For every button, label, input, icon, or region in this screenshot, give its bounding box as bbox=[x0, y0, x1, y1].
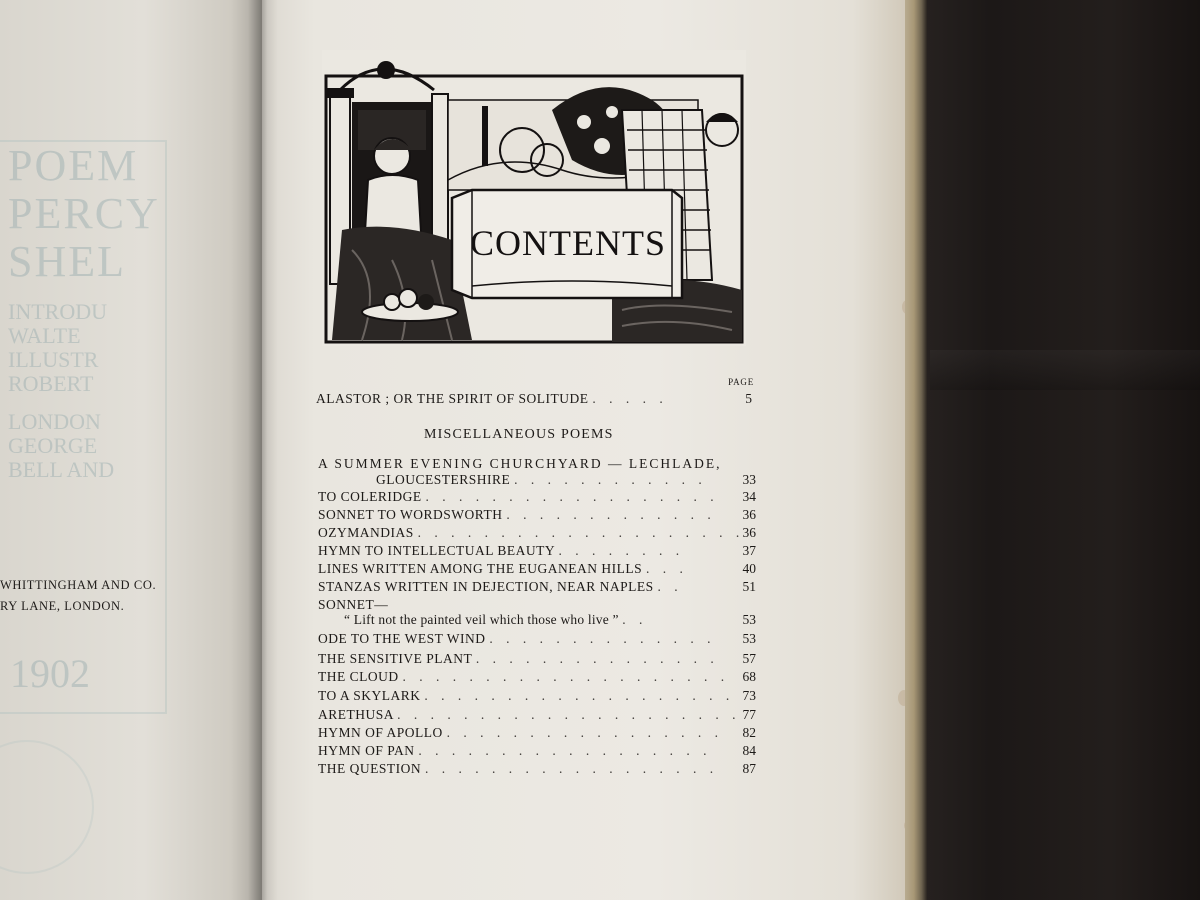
toc-entry bbox=[318, 761, 718, 777]
toc-entry bbox=[318, 525, 744, 541]
ghost-line: ILLUSTR bbox=[8, 347, 99, 372]
leader-dots: . . . . . . . . . . . . . . . bbox=[475, 651, 719, 666]
toc-title-line2: “ Lift not the painted veil which those who live ” bbox=[344, 612, 619, 627]
toc-page: 5 bbox=[745, 391, 752, 406]
toc-page: 33 bbox=[742, 472, 756, 487]
toc-entry bbox=[318, 669, 729, 685]
toc-title: STANZAS WRITTEN IN DEJECTION, NEAR NAPLES bbox=[318, 579, 654, 594]
toc-title: THE QUESTION bbox=[318, 761, 422, 776]
leader-dots: . . . . . . . . bbox=[558, 543, 685, 558]
toc-entry bbox=[318, 507, 716, 523]
leader-dots: . . . bbox=[645, 561, 688, 576]
toc-page: 37 bbox=[742, 543, 756, 558]
toc-page: 82 bbox=[742, 725, 756, 740]
toc-title: LINES WRITTEN AMONG THE EUGANEAN HILLS bbox=[318, 561, 643, 576]
printer-line: RY LANE, LONDON. bbox=[0, 599, 125, 613]
toc-title: THE CLOUD bbox=[318, 669, 399, 684]
toc-page: 36 bbox=[742, 525, 756, 540]
toc-page: 77 bbox=[742, 707, 756, 722]
toc-entry bbox=[318, 688, 734, 704]
leader-dots: . . . . . . . . . . . . . . . . . . bbox=[425, 761, 719, 776]
leader-dots: . . . . . . . . . . . . . . . . . . . bbox=[424, 688, 735, 703]
toc-title: OZYMANDIAS bbox=[318, 525, 414, 540]
toc-page: 87 bbox=[742, 761, 756, 776]
toc-title: TO A SKYLARK bbox=[318, 688, 421, 703]
leader-dots: . . . . . . . . . . . . . . . . . . . . bbox=[417, 525, 745, 540]
ghost-line: PERCY bbox=[8, 189, 160, 238]
toc-entry bbox=[318, 543, 684, 559]
toc-entry-main bbox=[316, 391, 668, 407]
leader-dots: . . . . . . . . . . . . . . . . . . . . . bbox=[397, 707, 741, 722]
toc-entry bbox=[318, 456, 722, 472]
toc-title: TO COLERIDGE bbox=[318, 489, 422, 504]
toc-title: HYMN OF PAN bbox=[318, 743, 415, 758]
printer-line: WHITTINGHAM AND CO. bbox=[0, 578, 157, 592]
toc-entry-continued bbox=[344, 612, 647, 628]
ghost-line: ROBERT bbox=[8, 371, 94, 396]
toc-entry bbox=[318, 707, 741, 723]
toc-title: A SUMMER EVENING CHURCHYARD — LECHLADE, bbox=[318, 456, 722, 471]
ghost-line: POEM bbox=[8, 141, 139, 190]
toc-entry bbox=[318, 597, 388, 613]
toc-entry bbox=[318, 631, 716, 647]
toc-title: SONNET TO WORDSWORTH bbox=[318, 507, 503, 522]
toc-page: 53 bbox=[742, 612, 756, 627]
leader-dots: . . . . . . . . . . . . . . bbox=[489, 631, 716, 646]
section-heading: MISCELLANEOUS POEMS bbox=[424, 427, 614, 442]
ghost-line: WALTE bbox=[8, 323, 81, 348]
ghost-line: BELL AND bbox=[8, 457, 115, 482]
toc-title-line2: GLOUCESTERSHIRE bbox=[376, 472, 511, 487]
leader-dots: . . . . . bbox=[592, 391, 668, 406]
toc-entry bbox=[318, 651, 719, 667]
toc-title: THE SENSITIVE PLANT bbox=[318, 651, 472, 666]
toc-page: 68 bbox=[742, 669, 756, 684]
toc-title: ARETHUSA bbox=[318, 707, 394, 722]
ghost-line: SHEL bbox=[8, 237, 126, 286]
toc-page: 36 bbox=[742, 507, 756, 522]
toc-page: 53 bbox=[742, 631, 756, 646]
ghost-line: GEORGE bbox=[8, 433, 98, 458]
toc-page: 84 bbox=[742, 743, 756, 758]
toc-title: ALASTOR ; OR THE SPIRIT OF SOLITUDE bbox=[316, 391, 589, 406]
toc-entry bbox=[318, 579, 683, 595]
leader-dots: . . . . . . . . . . . . . bbox=[506, 507, 716, 522]
toc-page: 34 bbox=[742, 489, 756, 504]
toc-entry-continued bbox=[376, 472, 707, 488]
leader-dots: . . . . . . . . . . . . . . . . . . bbox=[425, 489, 719, 504]
toc-page: 73 bbox=[742, 688, 756, 703]
leader-dots: . . . . . . . . . . . . . . . . . . bbox=[418, 743, 712, 758]
page-title: CONTENTS bbox=[470, 223, 666, 263]
toc-page: 40 bbox=[742, 561, 756, 576]
toc-entry bbox=[318, 561, 688, 577]
ghost-year: 1902 bbox=[10, 651, 90, 696]
toc-title: HYMN OF APOLLO bbox=[318, 725, 443, 740]
toc-page: 51 bbox=[742, 579, 756, 594]
toc-title: SONNET— bbox=[318, 597, 389, 612]
ghost-line: LONDON bbox=[8, 409, 101, 434]
toc-entry bbox=[318, 489, 719, 505]
leader-dots: . . bbox=[657, 579, 683, 594]
toc-entry bbox=[318, 743, 712, 759]
toc-title: HYMN TO INTELLECTUAL BEAUTY bbox=[318, 543, 555, 558]
leader-dots: . . . . . . . . . . . . . . . . . . . . bbox=[402, 669, 730, 684]
leader-dots: . . bbox=[622, 612, 648, 627]
leader-dots: . . . . . . . . . . . . bbox=[514, 472, 707, 487]
toc-page: 57 bbox=[742, 651, 756, 666]
leader-dots: . . . . . . . . . . . . . . . . . bbox=[446, 725, 724, 740]
page-column-label: PAGE bbox=[728, 377, 754, 387]
toc-title: ODE TO THE WEST WIND bbox=[318, 631, 486, 646]
ghost-line: INTRODU bbox=[8, 299, 107, 324]
toc-entry bbox=[318, 725, 723, 741]
